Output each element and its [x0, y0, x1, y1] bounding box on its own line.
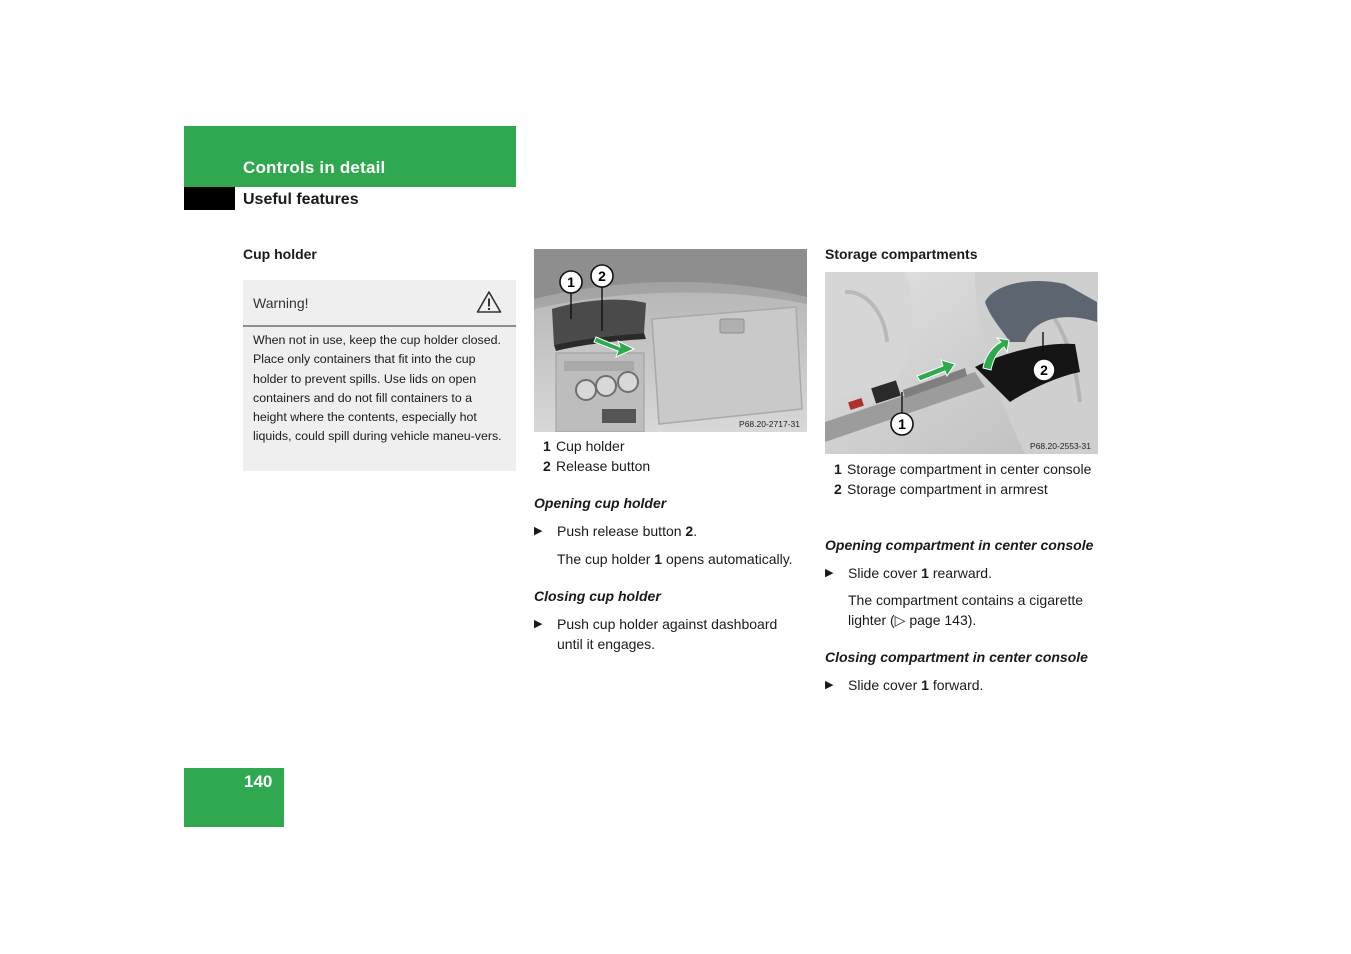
- opening-cup-holder-heading: Opening cup holder: [534, 495, 667, 511]
- cup-holder-heading: Cup holder: [243, 246, 317, 262]
- chapter-title: Controls in detail: [243, 158, 386, 177]
- opening-compartment-step: ▶ Slide cover 1 rearward.: [825, 564, 1098, 584]
- callout-1: [891, 413, 913, 435]
- callout-2: [1033, 359, 1055, 381]
- closing-compartment-step: ▶ Slide cover 1 forward.: [825, 676, 1098, 696]
- opening-step: ▶ Push release button 2.: [534, 522, 807, 542]
- warning-label: Warning!: [253, 295, 309, 311]
- legend-item: 2 Release button: [543, 457, 651, 474]
- triangle-bullet-icon: ▶: [825, 567, 834, 579]
- legend-item: 1 Cup holder: [543, 438, 625, 454]
- legend-item: 1 Storage compartment in center console: [834, 461, 1092, 477]
- warning-triangle-icon: [476, 290, 502, 319]
- storage-figure: [825, 272, 1098, 454]
- warning-box: [243, 280, 516, 471]
- opening-compartment-note: The compartment contains a cigarette lighter (▷ page 143).: [848, 592, 1084, 628]
- svg-text:1: 1: [567, 274, 575, 290]
- svg-text:2: 2: [598, 268, 606, 284]
- callout-1: [560, 271, 582, 293]
- triangle-bullet-icon: ▶: [534, 618, 543, 630]
- figure-code: P68.20-2553-31: [1030, 441, 1091, 451]
- legend-item: 2 Storage compartment in armrest: [834, 480, 1048, 497]
- section-marker: [184, 187, 235, 210]
- storage-heading: Storage compartments: [825, 246, 978, 262]
- triangle-bullet-icon: ▶: [825, 679, 834, 691]
- callout-2: [591, 265, 613, 287]
- warning-header: [243, 280, 516, 327]
- opening-result: The cup holder 1 opens automatically.: [557, 551, 793, 567]
- cup-holder-figure: [534, 249, 807, 432]
- closing-step: ▶ Push cup holder against dashboard until it engages.: [534, 615, 794, 654]
- page-number: 140: [244, 772, 273, 791]
- closing-cup-holder-heading: Closing cup holder: [534, 588, 661, 604]
- warning-text: When not in use, keep the cup holder closed. Place only containers that fit into the cup holder to prevent spills. Use lids on open containers and do not fill containers to a height where the contents, especially hot liquids, could spill during vehicle maneu-vers.: [253, 333, 502, 444]
- opening-compartment-heading: Opening compartment in center console: [825, 537, 1094, 553]
- svg-text:2: 2: [1040, 362, 1048, 378]
- triangle-bullet-icon: ▶: [534, 525, 543, 537]
- storage-legend: [834, 460, 1094, 499]
- figure-code: P68.20-2717-31: [739, 419, 800, 429]
- closing-compartment-heading: Closing compartment in center console: [825, 649, 1088, 665]
- cup-holder-legend: [543, 437, 803, 476]
- section-title: Useful features: [243, 191, 359, 208]
- svg-text:1: 1: [898, 416, 906, 432]
